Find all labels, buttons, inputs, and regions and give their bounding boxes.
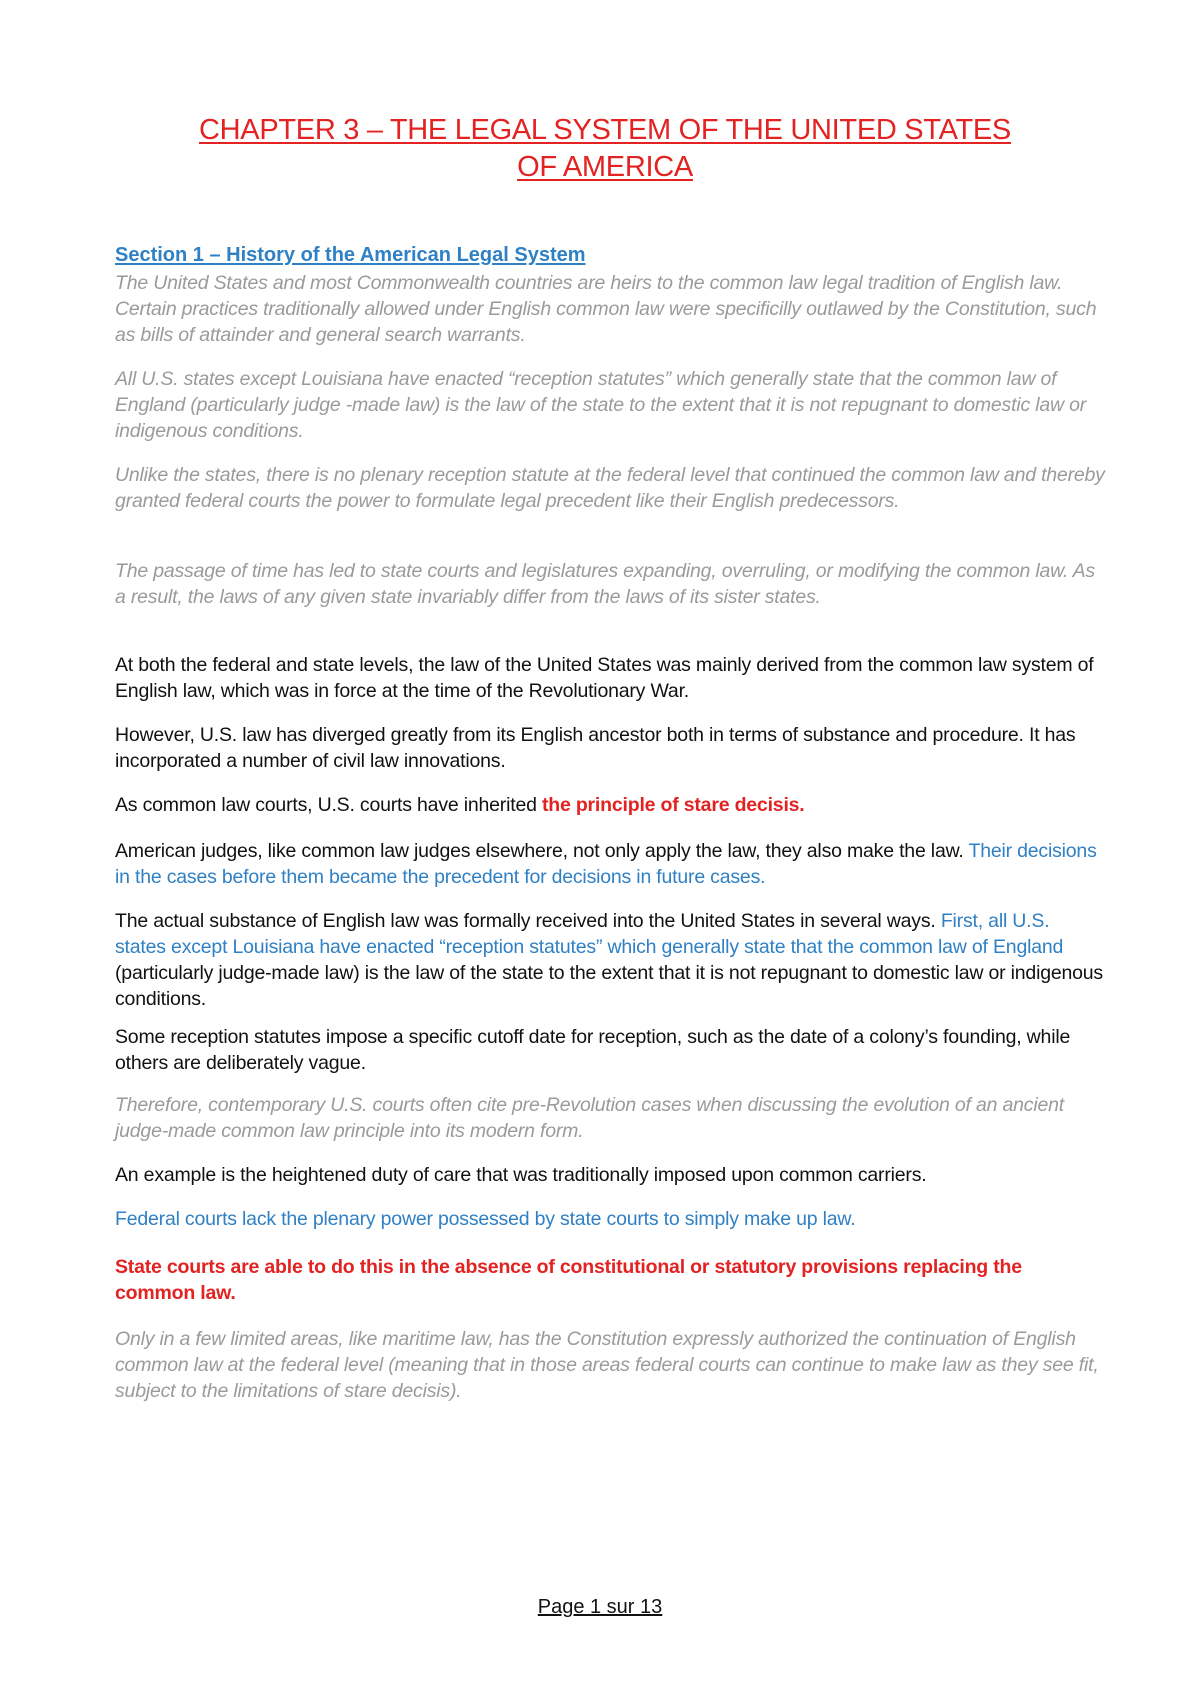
chapter-title-line2: OF AMERICA [517, 151, 693, 183]
chapter-title-line1: CHAPTER 3 – THE LEGAL SYSTEM OF THE UNITED STATES [199, 114, 1011, 146]
section-title: Section 1 – History of the American Legal System [115, 244, 586, 266]
paragraph-13: Federal courts lack the plenary power possessed by state courts to simply make up law. [115, 1208, 856, 1230]
paragraph-9-highlight: First, all U.S. states except Louisiana have enacted “reception statutes” which generally state that the common law of England [115, 910, 1064, 958]
paragraph-8-highlight: Their decisions in the cases before them became the precedent for decisions in future cases. [115, 840, 1097, 888]
paragraph-5: At both the federal and state levels, the law of the United States was mainly derived from the common law system of English law, which was in force at the time of the Revolutionary War. [115, 654, 1094, 702]
paragraph-12: An example is the heightened duty of care that was traditionally imposed upon common carriers. [115, 1164, 927, 1186]
paragraph-7-text: As common law courts, U.S. courts have inherited [115, 794, 542, 816]
paragraph-8-text: American judges, like common law judges elsewhere, not only apply the law, they also make the law. [115, 840, 969, 862]
page-number-footer: Page 1 sur 13 [537, 1596, 663, 1618]
paragraph-15: Only in a few limited areas, like maritime law, has the Constitution expressly authorized the continuation of English common law at the federal level (meaning that in those areas federal courts can continue to make law as they see fit, subject to the limitations of stare decisis). [115, 1328, 1099, 1402]
paragraph-8 [115, 838, 1105, 890]
paragraph-10: Some reception statutes impose a specific cutoff date for reception, such as the date of a colony’s founding, while others are deliberately vague. [115, 1026, 1071, 1074]
paragraph-9 [115, 908, 1105, 1012]
paragraph-4: The passage of time has led to state courts and legislatures expanding, overruling, or modifying the common law. As a result, the laws of any given state invariably differ from the laws of its sister states. [115, 560, 1095, 608]
paragraph-6: However, U.S. law has diverged greatly from its English ancestor both in terms of substance and procedure. It has incorporated a number of civil law innovations. [115, 724, 1076, 772]
paragraph-11: Therefore, contemporary U.S. courts often cite pre-Revolution cases when discussing the evolution of an ancient judge-made common law principle into its modern form. [115, 1094, 1064, 1142]
paragraph-3: Unlike the states, there is no plenary reception statute at the federal level that continued the common law and thereby granted federal courts the power to formulate legal precedent like their English predecessors. [115, 464, 1105, 512]
paragraph-2: All U.S. states except Louisiana have enacted “reception statutes” which generally state that the common law of England (particularly judge -made law) is the law of the state to the extent that it is not repugnant to domestic law or indigenous conditions. [115, 368, 1087, 442]
document-page [115, 112, 1105, 1402]
paragraph-9-text-a: The actual substance of English law was formally received into the United States in several ways. [115, 910, 941, 932]
paragraph-7 [115, 792, 1105, 818]
paragraph-9-text-c: (particularly judge-made law) is the law of the state to the extent that it is not repugnant to domestic law or indigenous conditions. [115, 962, 1103, 1010]
chapter-title [115, 112, 1095, 186]
paragraph-1: The United States and most Commonwealth countries are heirs to the common law legal tradition of English law. Certain practices traditionally allowed under English common law were specificilly outlawed by the Constitution, such as bills of attainder and general search warrants. [115, 272, 1097, 346]
paragraph-14: State courts are able to do this in the absence of constitutional or statutory provisions replacing the common law. [115, 1256, 1022, 1304]
stare-decisis-highlight: the principle of stare decisis. [541, 794, 805, 816]
